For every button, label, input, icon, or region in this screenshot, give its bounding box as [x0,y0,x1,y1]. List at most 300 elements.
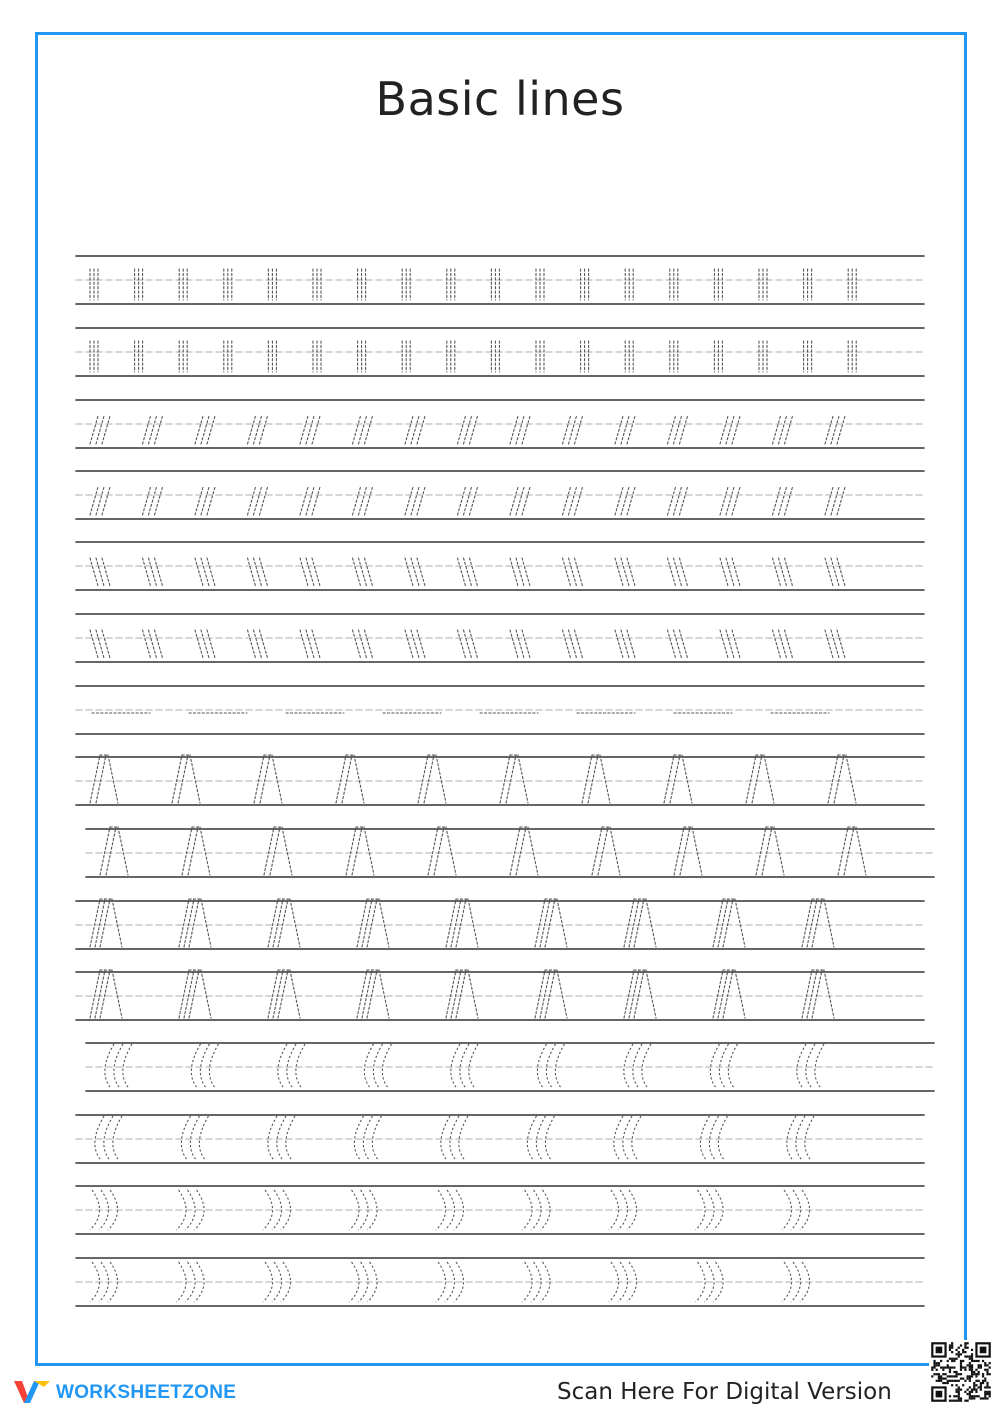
trace-stroke [207,416,215,444]
trace-stroke [184,899,194,947]
trace-stroke [632,1116,641,1159]
qr-module [951,1360,953,1362]
qr-module [967,1389,969,1391]
trace-stroke [272,755,282,803]
qr-module [975,1375,977,1377]
trace-stroke [312,416,320,444]
qr-module [982,1397,984,1399]
tracing-row [76,899,924,949]
trace-mark [756,827,784,875]
trace-stroke [364,827,374,875]
qr-module [958,1397,960,1399]
trace-stroke [624,970,634,1018]
qr-module [964,1347,966,1349]
trace-mark [364,1044,391,1087]
trace-mark [135,269,143,300]
trace-stroke [155,558,163,586]
trace-mark [353,630,373,658]
trace-mark [336,755,364,803]
qr-module [971,1349,973,1351]
trace-stroke [290,899,300,947]
qr-module [973,1371,975,1373]
qr-module [973,1360,975,1362]
trace-stroke [545,970,555,1018]
trace-stroke [456,899,466,947]
qr-module [975,1391,977,1393]
trace-stroke [188,827,198,875]
trace-stroke [522,416,530,444]
trace-stroke [273,970,283,1018]
trace-mark [172,755,200,803]
qr-module [936,1364,938,1366]
trace-stroke [838,827,848,875]
qr-module [940,1360,942,1362]
qr-module [962,1360,964,1362]
trace-stroke [680,558,688,586]
qr-module [953,1371,955,1373]
trace-mark [405,558,425,586]
trace-stroke [856,827,866,875]
trace-stroke [123,1044,132,1087]
trace-stroke [470,558,478,586]
trace-stroke [718,970,728,1018]
trace-stroke [190,755,200,803]
trace-stroke [379,970,389,1018]
qr-module [960,1369,962,1371]
trace-stroke [102,630,110,658]
trace-stroke [112,970,122,1018]
trace-stroke [342,755,352,803]
tracing-row [76,755,924,805]
trace-stroke [450,1116,459,1159]
trace-mark [268,269,276,300]
qr-module [931,1369,933,1371]
trace-stroke [664,755,674,803]
trace-mark [264,827,292,875]
trace-stroke [774,827,784,875]
qr-module [949,1371,951,1373]
trace-stroke [468,899,478,947]
trace-stroke [189,970,199,1018]
trace-mark [248,558,268,586]
qr-module [980,1397,982,1399]
trace-mark [224,341,232,372]
qr-module [969,1355,971,1357]
trace-stroke [732,416,740,444]
qr-module [964,1400,966,1402]
qr-module [986,1391,988,1393]
trace-mark [428,827,456,875]
qr-module [951,1351,953,1353]
trace-stroke [728,1044,737,1087]
trace-stroke [623,1116,632,1159]
trace-stroke [518,755,528,803]
qr-module [960,1366,962,1368]
qr-module [964,1342,966,1344]
trace-stroke [713,970,723,1018]
trace-mark [510,827,538,875]
qr-module [944,1366,946,1368]
trace-stroke [459,1116,468,1159]
trace-mark [358,269,366,300]
trace-stroke [354,1116,363,1159]
trace-stroke [446,970,456,1018]
trace-stroke [670,755,680,803]
qr-module [958,1389,960,1391]
qr-module [984,1395,986,1397]
tracing-row [76,1186,924,1234]
trace-stroke [100,970,110,1018]
tracing-row [76,614,924,662]
qr-module [969,1393,971,1395]
trace-mark [90,970,122,1018]
qr-module [971,1366,973,1368]
tracing-row [76,471,924,519]
qr-module [949,1375,951,1377]
qr-module [958,1386,960,1388]
trace-stroke [713,899,723,947]
trace-mark [615,630,635,658]
qr-module [947,1366,949,1368]
trace-mark [441,1116,468,1159]
qr-module [978,1360,980,1362]
qr-module [949,1347,951,1349]
trace-stroke [201,970,211,1018]
qr-module [962,1351,964,1353]
qr-module [964,1344,966,1346]
trace-mark [248,487,268,515]
qr-module [949,1344,951,1346]
trace-stroke [155,487,163,515]
trace-mark [615,416,635,444]
qr-module [933,1364,935,1366]
trace-mark [710,1044,737,1087]
trace-stroke [732,558,740,586]
qr-module [951,1380,953,1382]
trace-stroke [451,970,461,1018]
trace-stroke [260,755,270,803]
trace-stroke [680,487,688,515]
qr-module [953,1375,955,1377]
qr-module [933,1362,935,1364]
trace-mark [668,416,688,444]
trace-stroke [260,416,268,444]
trace-mark [625,341,633,372]
trace-mark [536,341,544,372]
trace-stroke [627,487,635,515]
trace-stroke [179,899,189,947]
trace-stroke [273,899,283,947]
qr-module [955,1371,957,1373]
qr-module [955,1391,957,1393]
qr-module [938,1373,940,1375]
trace-stroke [200,1044,209,1087]
tracing-row [86,827,934,877]
qr-module [955,1395,957,1397]
trace-stroke [417,630,425,658]
trace-stroke [367,899,377,947]
qr-module [951,1400,953,1402]
qr-module [938,1378,940,1380]
qr-module [960,1362,962,1364]
trace-mark [143,416,163,444]
trace-mark [624,1044,651,1087]
qr-module [949,1366,951,1368]
qr-module [969,1369,971,1371]
qr-module [986,1384,988,1386]
trace-mark [95,1116,122,1159]
trace-stroke [209,1044,218,1087]
trace-stroke [296,1044,305,1087]
qr-module [986,1386,988,1388]
trace-mark [713,970,745,1018]
trace-stroke [633,1044,642,1087]
qr-module [931,1366,933,1368]
trace-stroke [352,827,362,875]
qr-module [955,1349,957,1351]
qr-module [960,1364,962,1366]
trace-stroke [546,1044,555,1087]
trace-stroke [179,970,189,1018]
trace-mark [828,755,856,803]
trace-mark [527,1116,554,1159]
trace-mark [179,341,187,372]
qr-module [980,1384,982,1386]
qr-finder-core [936,1391,943,1398]
trace-stroke [100,899,110,947]
tracing-row [76,400,924,448]
trace-stroke [812,970,822,1018]
trace-stroke [362,899,372,947]
tracing-row [76,686,924,734]
trace-stroke [510,827,520,875]
trace-stroke [785,416,793,444]
qr-module [960,1353,962,1355]
qr-module [982,1382,984,1384]
trace-stroke [190,1116,199,1159]
qr-module [982,1360,984,1362]
qr-module [960,1360,962,1362]
trace-mark [446,899,478,947]
trace-mark [720,558,740,586]
trace-stroke [828,755,838,803]
trace-stroke [837,487,845,515]
qr-module [958,1391,960,1393]
qr-module [978,1366,980,1368]
trace-stroke [682,755,692,803]
qr-module [989,1391,991,1393]
trace-stroke [536,1116,545,1159]
qr-module [989,1395,991,1397]
trace-mark [268,899,300,947]
qr-module [955,1380,957,1382]
trace-stroke [436,755,446,803]
qr-module [973,1389,975,1391]
qr-module [933,1373,935,1375]
tracing-row [86,1043,934,1091]
qr-module [967,1393,969,1395]
qr-module [967,1355,969,1357]
trace-stroke [207,487,215,515]
trace-mark [759,341,767,372]
trace-stroke [278,899,288,947]
qr-module [953,1400,955,1402]
trace-mark [535,970,567,1018]
trace-stroke [182,827,192,875]
qr-module [953,1395,955,1397]
trace-stroke [752,755,762,803]
qr-code-icon[interactable] [929,1340,993,1404]
trace-mark [90,1190,118,1230]
trace-stroke [527,1116,536,1159]
qr-module [949,1380,951,1382]
qr-module [936,1369,938,1371]
qr-module [955,1353,957,1355]
trace-mark [624,970,656,1018]
trace-stroke [557,970,567,1018]
trace-stroke [268,899,278,947]
trace-mark [90,899,122,947]
qr-module [984,1397,986,1399]
trace-stroke [268,970,278,1018]
qr-module [978,1371,980,1373]
trace-stroke [346,827,356,875]
page-title: Basic lines [375,72,625,126]
trace-mark [720,416,740,444]
trace-mark [581,269,589,300]
trace-stroke [372,1116,381,1159]
trace-mark [848,269,856,300]
trace-mark [668,630,688,658]
trace-mark [510,487,530,515]
trace-stroke [575,630,583,658]
trace-mark [90,269,98,300]
trace-stroke [522,487,530,515]
tracing-row [76,542,924,590]
trace-stroke [365,630,373,658]
qr-module [969,1391,971,1393]
qr-module [975,1369,977,1371]
trace-mark [278,1044,305,1087]
trace-mark [143,558,163,586]
trace-stroke [692,827,702,875]
qr-module [964,1351,966,1353]
trace-stroke [365,558,373,586]
qr-module [960,1378,962,1380]
trace-stroke [787,1116,796,1159]
trace-mark [458,558,478,586]
qr-module [940,1366,942,1368]
trace-stroke [95,899,105,947]
trace-mark [182,827,210,875]
trace-stroke [802,899,812,947]
trace-stroke [718,899,728,947]
qr-module [951,1384,953,1386]
qr-module [986,1397,988,1399]
trace-stroke [260,487,268,515]
trace-stroke [254,755,264,803]
trace-mark [804,269,812,300]
trace-mark [670,269,678,300]
trace-stroke [102,487,110,515]
trace-stroke [441,1116,450,1159]
trace-stroke [762,827,772,875]
trace-stroke [629,970,639,1018]
qr-module [989,1373,991,1375]
qr-finder-core [980,1347,987,1354]
trace-stroke [268,1116,277,1159]
trace-stroke [417,558,425,586]
trace-stroke [312,630,320,658]
qr-module [986,1393,988,1395]
trace-stroke [723,970,733,1018]
trace-mark [614,1116,641,1159]
trace-mark [664,755,692,803]
trace-mark [300,487,320,515]
trace-stroke [642,1044,651,1087]
trace-mark [458,416,478,444]
qr-module [947,1375,949,1377]
trace-stroke [354,755,364,803]
qr-module [958,1351,960,1353]
trace-mark [447,269,455,300]
qr-module [942,1366,944,1368]
qr-module [973,1384,975,1386]
trace-stroke [627,416,635,444]
trace-mark [268,970,300,1018]
trace-stroke [812,899,822,947]
qr-module [978,1380,980,1382]
trace-mark [500,755,528,803]
trace-stroke [90,899,100,947]
trace-stroke [105,1044,114,1087]
qr-module [938,1362,940,1364]
trace-stroke [108,755,118,803]
qr-module [980,1382,982,1384]
qr-module [971,1395,973,1397]
qr-module [980,1386,982,1388]
trace-mark [100,827,128,875]
qr-module [975,1384,977,1386]
trace-stroke [260,558,268,586]
trace-stroke [336,755,346,803]
qr-module [953,1358,955,1360]
trace-stroke [646,970,656,1018]
trace-stroke [417,416,425,444]
qr-module [975,1380,977,1382]
trace-mark [563,558,583,586]
trace-stroke [837,558,845,586]
trace-stroke [837,630,845,658]
trace-stroke [506,755,516,803]
trace-stroke [95,970,105,1018]
trace-mark [581,341,589,372]
trace-mark [350,1190,378,1230]
qr-module [978,1395,980,1397]
trace-mark [224,269,232,300]
trace-stroke [357,970,367,1018]
trace-stroke [191,1044,200,1087]
trace-stroke [785,558,793,586]
qr-module [958,1373,960,1375]
qr-module [960,1373,962,1375]
qr-module [947,1364,949,1366]
qr-module [969,1366,971,1368]
trace-stroke [417,487,425,515]
trace-stroke [797,1044,806,1087]
trace-mark [357,970,389,1018]
trace-stroke [468,970,478,1018]
